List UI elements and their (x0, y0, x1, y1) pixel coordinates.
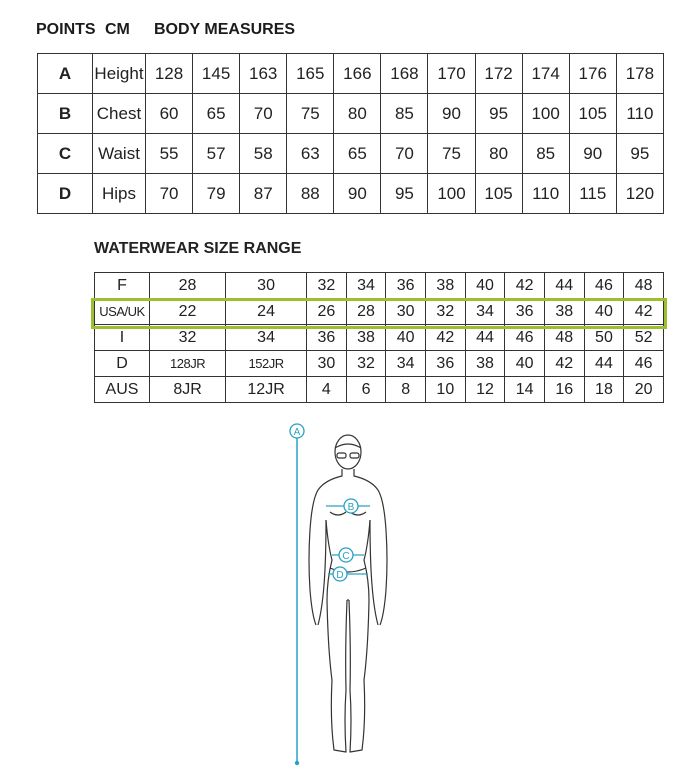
size-system-label-cell: I (95, 325, 150, 351)
size-value-cell: 48 (544, 325, 584, 351)
measure-value-cell: 55 (146, 134, 193, 174)
measure-value-cell: 110 (616, 94, 663, 134)
size-value-cell: 44 (465, 325, 505, 351)
measure-point-cell: D (38, 174, 93, 214)
measure-value-cell: 176 (569, 54, 616, 94)
body-measures-table (37, 53, 664, 214)
measure-point-cell: A (38, 54, 93, 94)
measure-value-cell: 145 (193, 54, 240, 94)
measure-value-cell: 95 (616, 134, 663, 174)
size-value-cell: 34 (465, 299, 505, 325)
size-value-cell: 28 (150, 273, 226, 299)
body-measure-row (38, 174, 664, 214)
size-value-cell: 34 (226, 325, 307, 351)
size-value-cell: 38 (346, 325, 386, 351)
size-value-cell: 34 (346, 273, 386, 299)
size-value-cell: 128JR (150, 351, 226, 377)
measure-value-cell: 85 (522, 134, 569, 174)
size-value-cell: 46 (624, 351, 664, 377)
measure-value-cell: 80 (334, 94, 381, 134)
measure-value-cell: 95 (475, 94, 522, 134)
size-range-row (95, 377, 664, 403)
body-measure-row (38, 134, 664, 174)
chest-measure-line (326, 499, 370, 513)
size-system-label-cell: AUS (95, 377, 150, 403)
size-value-cell: 42 (624, 299, 664, 325)
size-value-cell: 42 (544, 351, 584, 377)
measure-value-cell: 88 (287, 174, 334, 214)
waist-measure-line (332, 548, 364, 562)
measure-value-cell: 166 (334, 54, 381, 94)
measure-label-cell: Hips (93, 174, 146, 214)
body-measure-row (38, 54, 664, 94)
size-value-cell: 36 (426, 351, 466, 377)
size-value-cell: 52 (624, 325, 664, 351)
size-value-cell: 48 (624, 273, 664, 299)
size-value-cell: 36 (386, 273, 426, 299)
measure-value-cell: 110 (522, 174, 569, 214)
size-value-cell: 12JR (226, 377, 307, 403)
measure-value-cell: 79 (193, 174, 240, 214)
body-measures-header: BODY MEASURES (154, 21, 296, 38)
measure-label-cell: Chest (93, 94, 146, 134)
measure-value-cell: 165 (287, 54, 334, 94)
measure-value-cell: 120 (616, 174, 663, 214)
size-value-cell: 18 (584, 377, 624, 403)
size-value-cell: 6 (346, 377, 386, 403)
marker-a-label: A (293, 427, 301, 438)
measure-value-cell: 60 (146, 94, 193, 134)
size-value-cell: 152JR (226, 351, 307, 377)
size-value-cell: 38 (426, 273, 466, 299)
size-value-cell: 30 (226, 273, 307, 299)
size-value-cell: 40 (386, 325, 426, 351)
size-value-cell: 46 (505, 325, 545, 351)
size-value-cell: 38 (544, 299, 584, 325)
measure-value-cell: 172 (475, 54, 522, 94)
measure-label-cell: Waist (93, 134, 146, 174)
measure-value-cell: 85 (381, 94, 428, 134)
size-value-cell: 42 (426, 325, 466, 351)
size-value-cell: 50 (584, 325, 624, 351)
cm-header: CM (105, 21, 130, 38)
size-value-cell: 4 (307, 377, 347, 403)
size-range-row (95, 299, 664, 325)
size-value-cell: 8 (386, 377, 426, 403)
size-value-cell: 26 (307, 299, 347, 325)
measure-value-cell: 105 (475, 174, 522, 214)
body-measure-row (38, 94, 664, 134)
points-header: POINTS (36, 21, 96, 38)
measure-value-cell: 105 (569, 94, 616, 134)
marker-b-label: B (347, 502, 355, 513)
size-value-cell: 16 (544, 377, 584, 403)
measure-label-cell: Height (93, 54, 146, 94)
measure-value-cell: 70 (381, 134, 428, 174)
size-value-cell: 30 (386, 299, 426, 325)
size-value-cell: 10 (426, 377, 466, 403)
measure-value-cell: 178 (616, 54, 663, 94)
size-range-row (95, 325, 664, 351)
size-value-cell: 8JR (150, 377, 226, 403)
size-value-cell: 34 (386, 351, 426, 377)
measure-value-cell: 100 (428, 174, 475, 214)
measure-value-cell: 163 (240, 54, 287, 94)
size-range-row (95, 273, 664, 299)
size-range-title: WATERWEAR SIZE RANGE (94, 240, 302, 257)
marker-d-label: D (336, 570, 344, 581)
size-value-cell: 32 (307, 273, 347, 299)
size-value-cell: 32 (150, 325, 226, 351)
measure-value-cell: 90 (334, 174, 381, 214)
size-value-cell: 46 (584, 273, 624, 299)
size-value-cell: 40 (465, 273, 505, 299)
size-system-label-cell: F (95, 273, 150, 299)
size-range-table (94, 272, 664, 403)
measure-value-cell: 174 (522, 54, 569, 94)
measure-value-cell: 63 (287, 134, 334, 174)
measure-value-cell: 90 (569, 134, 616, 174)
size-value-cell: 36 (307, 325, 347, 351)
measure-value-cell: 80 (475, 134, 522, 174)
measure-point-cell: C (38, 134, 93, 174)
measure-value-cell: 75 (428, 134, 475, 174)
measure-value-cell: 168 (381, 54, 428, 94)
size-value-cell: 28 (346, 299, 386, 325)
measure-value-cell: 115 (569, 174, 616, 214)
measure-value-cell: 58 (240, 134, 287, 174)
size-value-cell: 32 (346, 351, 386, 377)
measure-value-cell: 57 (193, 134, 240, 174)
size-value-cell: 14 (505, 377, 545, 403)
size-value-cell: 12 (465, 377, 505, 403)
measure-value-cell: 75 (287, 94, 334, 134)
size-value-cell: 44 (584, 351, 624, 377)
size-value-cell: 44 (544, 273, 584, 299)
size-value-cell: 36 (505, 299, 545, 325)
measure-point-cell: B (38, 94, 93, 134)
size-value-cell: 22 (150, 299, 226, 325)
height-measure-line (290, 424, 304, 765)
measure-value-cell: 65 (334, 134, 381, 174)
size-value-cell: 40 (584, 299, 624, 325)
size-value-cell: 32 (426, 299, 466, 325)
measure-value-cell: 170 (428, 54, 475, 94)
measure-value-cell: 90 (428, 94, 475, 134)
measure-value-cell: 100 (522, 94, 569, 134)
size-system-label-cell: D (95, 351, 150, 377)
measure-value-cell: 95 (381, 174, 428, 214)
size-value-cell: 38 (465, 351, 505, 377)
measure-value-cell: 87 (240, 174, 287, 214)
size-range-row (95, 351, 664, 377)
size-value-cell: 42 (505, 273, 545, 299)
size-value-cell: 40 (505, 351, 545, 377)
swimmer-figure-illustration (270, 420, 430, 770)
measure-value-cell: 65 (193, 94, 240, 134)
measure-value-cell: 128 (146, 54, 193, 94)
marker-c-label: C (342, 551, 350, 562)
size-value-cell: 24 (226, 299, 307, 325)
measure-value-cell: 70 (146, 174, 193, 214)
body-outline (309, 435, 387, 752)
size-value-cell: 20 (624, 377, 664, 403)
size-system-label-cell: USA/UK (95, 299, 150, 325)
size-value-cell: 30 (307, 351, 347, 377)
measure-value-cell: 70 (240, 94, 287, 134)
